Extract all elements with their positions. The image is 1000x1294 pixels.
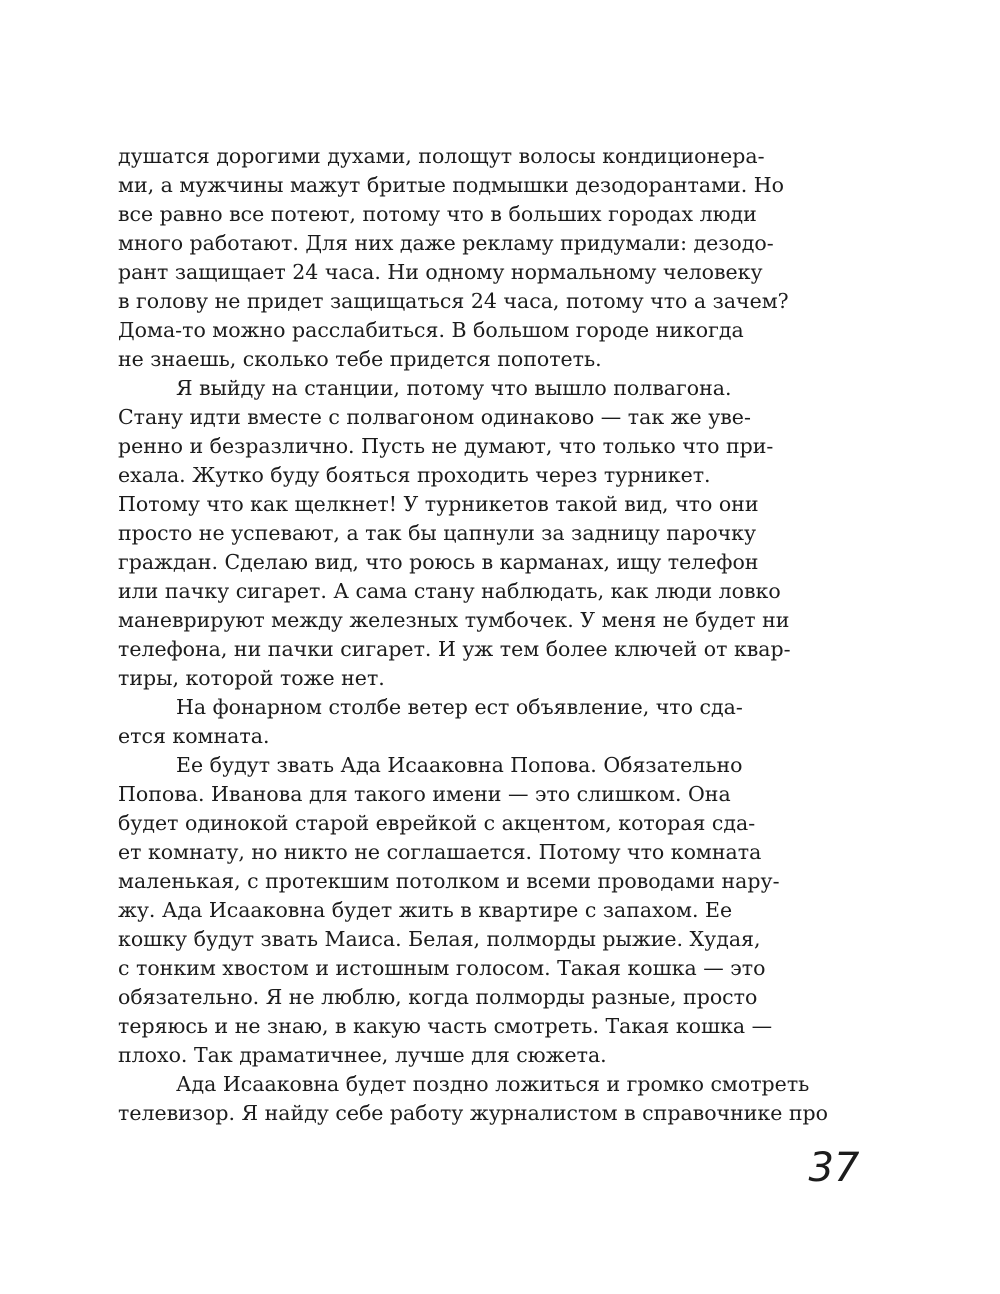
text-line: будет одинокой старой еврейкой с акцентом, которая сда- [118,811,756,835]
text-line: ехала. Жутко буду бояться проходить через турникет. [118,463,711,487]
paragraph-first-line: На фонарном столбе ветер ест объявление, что сда- [176,695,743,719]
text-line: ет комнату, но никто не соглашается. Потому что комната [118,840,762,864]
text-line: душатся дорогими духами, полощут волосы кондиционера- [118,144,765,168]
page-number [804,1148,864,1188]
text-line: Потому что как щелкнет! У турникетов такой вид, что они [118,492,759,516]
text-line: телефона, ни пачки сигарет. И уж тем более ключей от квар- [118,637,791,661]
text-line: Дома-то можно расслабиться. В большом городе никогда [118,318,744,342]
text-line: Стану идти вместе с полвагоном одинаково — так же уве- [118,405,751,429]
text-line: ми, а мужчины мажут бритые подмышки дезодорантами. Но [118,173,784,197]
text-line: не знаешь, сколько тебе придется попотеть. [118,347,602,371]
text-line: рант защищает 24 часа. Ни одному нормальному человеку [118,260,763,284]
text-line: с тонким хвостом и истошным голосом. Такая кошка — это [118,956,766,980]
text-line: много работают. Для них даже рекламу придумали: дезодо- [118,231,774,255]
text-line: тиры, которой тоже нет. [118,666,385,690]
text-line: телевизор. Я найду себе работу журналистом в справочнике про [118,1101,829,1125]
text-line: ется комната. [118,724,270,748]
paragraph-first-line: Ада Исааковна будет поздно ложиться и громко смотреть [176,1072,810,1096]
page-number-text: 37 [808,1148,860,1188]
text-line: или пачку сигарет. А сама стану наблюдать, как люди ловко [118,579,781,603]
body-text [118,142,829,1128]
paragraph-first-line: Я выйду на станции, потому что вышло полвагона. [176,376,732,400]
text-line: в голову не придет защищаться 24 часа, потому что а зачем? [118,289,789,313]
text-line: жу. Ада Исааковна будет жить в квартире с запахом. Ее [118,898,733,922]
text-line: маневрируют между железных тумбочек. У меня не будет ни [118,608,790,632]
text-line: граждан. Сделаю вид, что роюсь в карманах, ищу телефон [118,550,759,574]
paragraph-first-line: Ее будут звать Ада Исааковна Попова. Обязательно [176,753,743,777]
text-line: маленькая, с протекшим потолком и всеми проводами нару- [118,869,780,893]
text-line: Попова. Иванова для такого имени — это слишком. Она [118,782,731,806]
text-line: кошку будут звать Маиса. Белая, полморды рыжие. Худая, [118,927,761,951]
text-line: просто не успевают, а так бы цапнули за задницу парочку [118,521,757,545]
text-line: плохо. Так драматичнее, лучше для сюжета. [118,1043,607,1067]
text-line: ренно и безразлично. Пусть не думают, что только что при- [118,434,774,458]
text-line: теряюсь и не знаю, в какую часть смотреть. Такая кошка — [118,1014,773,1038]
text-line: все равно все потеют, потому что в больших городах люди [118,202,757,226]
text-line: обязательно. Я не люблю, когда полморды разные, просто [118,985,758,1009]
